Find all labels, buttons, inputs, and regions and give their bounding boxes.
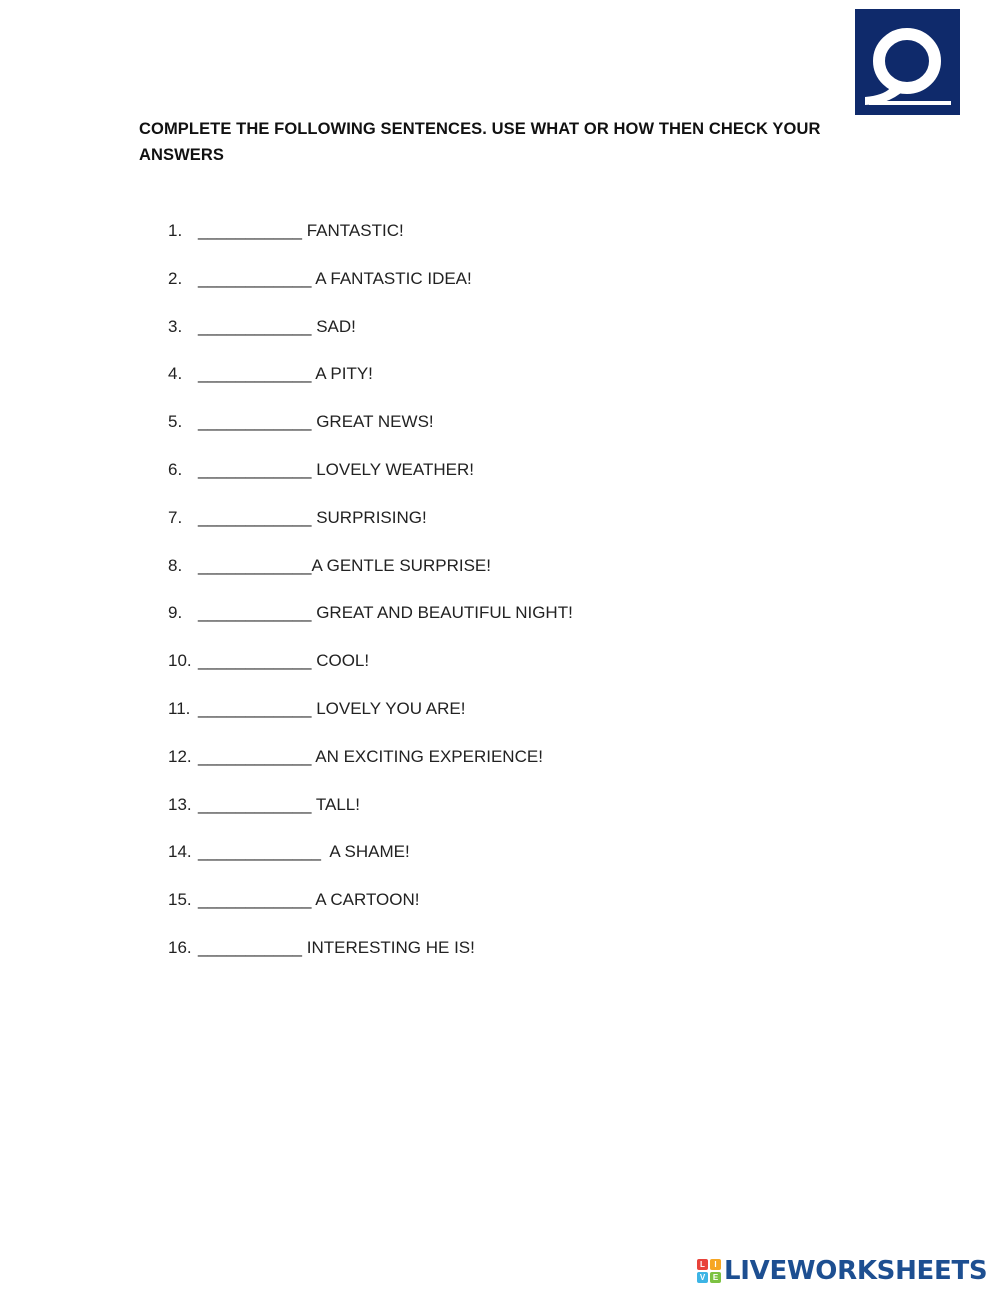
exercise-item-15	[168, 887, 573, 935]
sentence-text: SAD!	[311, 316, 356, 336]
sentence-text: SURPRISING!	[311, 507, 427, 527]
answer-blank[interactable]: ____________	[198, 794, 312, 814]
answer-blank[interactable]: ____________	[198, 698, 312, 718]
item-number: 7.	[168, 507, 183, 527]
sentence-text: A PITY!	[311, 364, 373, 384]
item-number: 11.	[168, 698, 191, 718]
exercise-item-3	[168, 314, 573, 362]
exercise-item-7	[168, 505, 573, 553]
exercise-item-4	[168, 361, 573, 409]
item-number: 5.	[168, 412, 183, 432]
instructions-line-1: COMPLETE THE FOLLOWING SENTENCES. USE WHAT OR HOW THEN CHECK YOUR	[139, 120, 821, 138]
answer-blank[interactable]: ____________	[198, 890, 312, 910]
instructions-heading	[139, 116, 839, 168]
answer-blank[interactable]: ____________	[198, 364, 312, 384]
answer-blank[interactable]: ____________	[198, 651, 312, 671]
answer-blank[interactable]: ____________	[198, 603, 312, 623]
exercise-item-11	[168, 696, 573, 744]
answer-blank[interactable]: ____________	[198, 746, 312, 766]
sentence-text: INTERESTING HE IS!	[302, 937, 475, 957]
item-number: 4.	[168, 364, 183, 384]
exercise-item-10	[168, 648, 573, 696]
item-number: 10.	[168, 651, 192, 671]
answer-blank[interactable]: ____________	[198, 459, 312, 479]
school-logo-icon	[855, 9, 960, 115]
liveworksheets-brand	[697, 1256, 987, 1286]
exercise-item-9	[168, 600, 573, 648]
sentence-text: A FANTASTIC IDEA!	[311, 268, 472, 288]
sentence-text: GREAT NEWS!	[311, 412, 434, 432]
item-number: 6.	[168, 459, 183, 479]
sentence-text: FANTASTIC!	[302, 221, 404, 240]
sentence-text: LOVELY WEATHER!	[311, 459, 474, 479]
brand-name: LIVEWORKSHEETS	[724, 1256, 988, 1286]
exercise-item-16	[168, 935, 573, 983]
item-number: 8.	[168, 555, 183, 575]
sentence-text: COOL!	[311, 651, 370, 671]
item-number: 16.	[168, 937, 192, 957]
exercise-item-12	[168, 744, 573, 792]
answer-blank[interactable]: ___________	[198, 937, 303, 957]
brand-blocks-icon	[697, 1259, 721, 1283]
item-number: 12.	[168, 746, 192, 766]
answer-blank[interactable]: ____________	[198, 507, 312, 527]
exercise-item-14	[168, 839, 573, 887]
brand-block-l: L	[697, 1259, 708, 1270]
brand-block-v: V	[697, 1272, 708, 1283]
sentence-text: TALL!	[311, 794, 360, 814]
exercise-item-6	[168, 457, 573, 505]
brand-block-e: E	[710, 1272, 721, 1283]
sentence-text: A GENTLE SURPRISE!	[311, 555, 491, 575]
exercise-list	[168, 218, 573, 983]
sentence-text: A SHAME!	[320, 842, 410, 862]
answer-blank[interactable]: ____________	[198, 316, 312, 336]
answer-blank[interactable]: ____________	[198, 268, 312, 288]
item-number: 13.	[168, 794, 192, 814]
answer-blank[interactable]: ____________	[198, 412, 312, 432]
item-number: 14.	[168, 842, 192, 862]
exercise-item-1	[168, 218, 573, 266]
sentence-text: AN EXCITING EXPERIENCE!	[311, 746, 543, 766]
brand-block-i: I	[710, 1259, 721, 1270]
sentence-text: GREAT AND BEAUTIFUL NIGHT!	[311, 603, 573, 623]
exercise-item-8	[168, 553, 573, 601]
item-number: 1.	[168, 221, 183, 240]
exercise-item-5	[168, 409, 573, 457]
item-number: 2.	[168, 268, 183, 288]
sentence-text: A CARTOON!	[311, 890, 420, 910]
instructions-line-2: ANSWERS	[139, 146, 225, 164]
answer-blank[interactable]: ____________	[198, 555, 312, 575]
item-number: 15.	[168, 890, 192, 910]
item-number: 9.	[168, 603, 183, 623]
item-number: 3.	[168, 316, 183, 336]
answer-blank[interactable]: ___________	[198, 221, 303, 240]
exercise-item-2	[168, 266, 573, 314]
exercise-item-13	[168, 792, 573, 840]
sentence-text: LOVELY YOU ARE!	[311, 698, 466, 718]
answer-blank[interactable]: _____________	[198, 842, 321, 862]
